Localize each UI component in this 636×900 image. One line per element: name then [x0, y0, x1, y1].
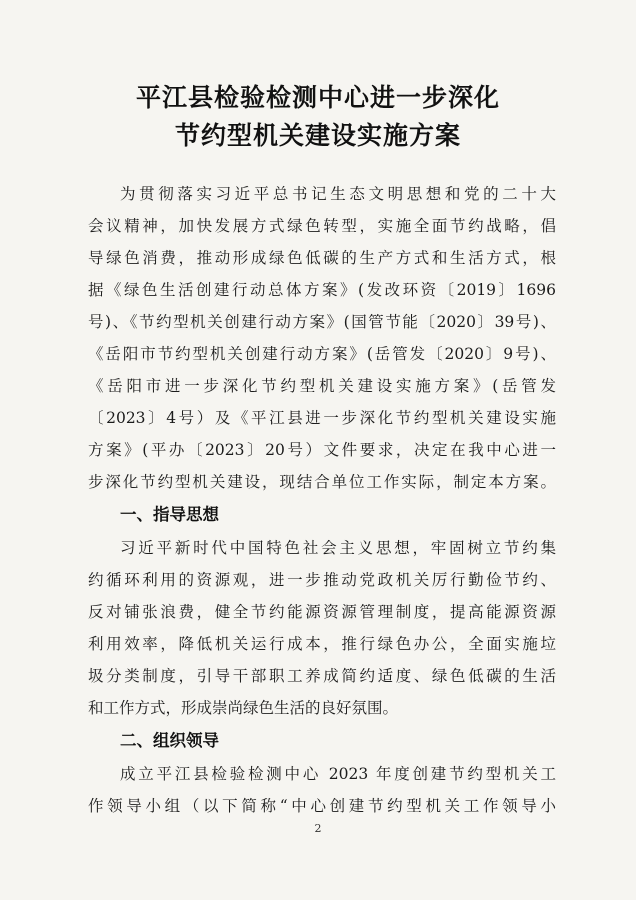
document-title-line-1: 平江县检验检测中心进一步深化	[135, 83, 500, 112]
intro-paragraph-line: 会议精神，加快发展方式绿色转型，实施全面节约战略，倡	[88, 217, 556, 235]
section-2-paragraph-line: 作领导小组（以下简称“中心创建节约型机关工作领导小	[88, 797, 556, 815]
intro-paragraph-line: 〔2023〕4号）及《平江县进一步深化节约型机关建设实施	[88, 409, 556, 427]
intro-paragraph-line: 为贯彻落实习近平总书记生态文明思想和党的二十大	[120, 185, 556, 203]
section-1-paragraph-line: 和工作方式，形成崇尚绿色生活的良好氛围。	[88, 699, 399, 717]
section-heading-organization: 二、组织领导	[120, 731, 219, 750]
section-1-paragraph-line: 习近平新时代中国特色社会主义思想，牢固树立节约集	[120, 539, 556, 557]
section-1-paragraph-line: 约循环利用的资源观，进一步推动党政机关厉行勤俭节约、	[88, 571, 556, 589]
section-1-paragraph-line: 反对铺张浪费，健全节约能源资源管理制度，提高能源资源	[88, 603, 556, 621]
intro-paragraph-line: 据《绿色生活创建行动总体方案》(发改环资〔2019〕1696	[88, 281, 556, 299]
intro-paragraph-line: 方案》(平办〔2023〕20号）文件要求，决定在我中心进一	[88, 441, 556, 459]
document-title-line-2: 节约型机关建设实施方案	[174, 121, 461, 150]
section-heading-guiding-ideology: 一、指导思想	[120, 505, 219, 524]
section-1-paragraph-line: 圾分类制度，引导干部职工养成简约适度、绿色低碳的生活	[88, 667, 556, 685]
section-2-paragraph-line: 成立平江县检验检测中心 2023 年度创建节约型机关工	[120, 765, 556, 783]
intro-paragraph-line: 步深化节约型机关建设，现结合单位工作实际，制定本方案。	[88, 473, 556, 491]
section-1-paragraph-line: 利用效率，降低机关运行成本，推行绿色办公，全面实施垃	[88, 635, 556, 653]
intro-paragraph-line: 《岳阳市节约型机关创建行动方案》(岳管发〔2020〕9号)、	[88, 345, 556, 363]
page-number: 2	[314, 822, 322, 835]
intro-paragraph-line: 导绿色消费，推动形成绿色低碳的生产方式和生活方式，根	[88, 249, 556, 267]
intro-paragraph-line: 《岳阳市进一步深化节约型机关建设实施方案》(岳管发	[88, 377, 556, 395]
intro-paragraph-line: 号)、《节约型机关创建行动方案》(国管节能〔2020〕39号)、	[88, 313, 556, 331]
